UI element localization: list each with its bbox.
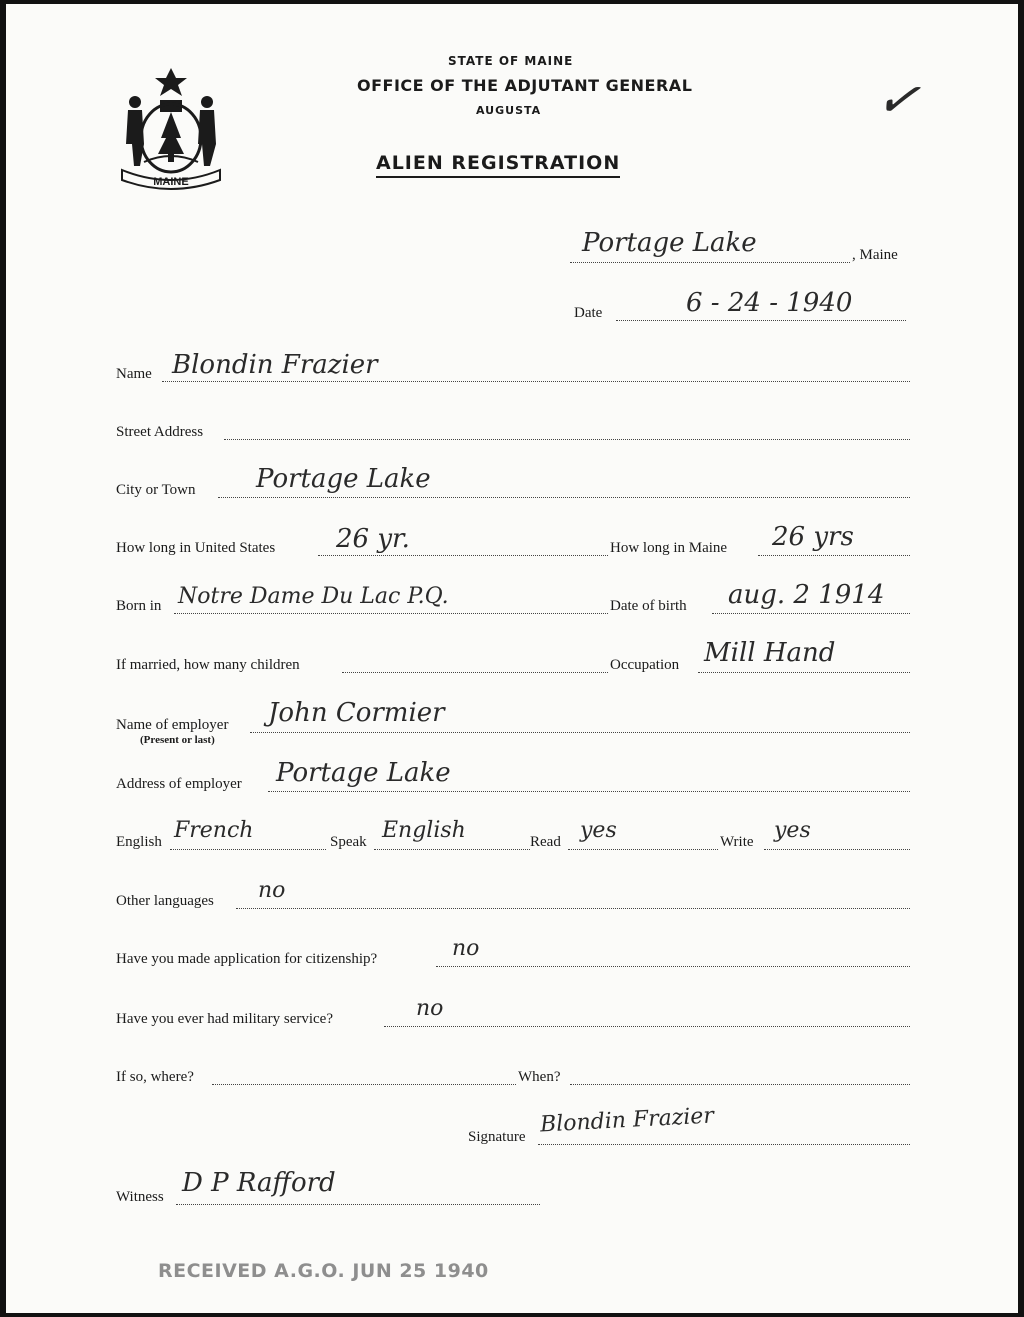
military-label: Have you ever had military service? [116,1011,333,1027]
location-town-value: Portage Lake [582,228,757,258]
header-office: OFFICE OF THE ADJUTANT GENERAL [357,76,693,95]
header-state: STATE OF MAINE [448,54,574,68]
name-value: Blondin Frazier [172,350,378,380]
location-suffix: , Maine [852,247,898,263]
children-label: If married, how many children [116,657,300,673]
maine-seal-icon [116,66,226,191]
seal-text: MAINE [153,176,189,188]
employer-address-value: Portage Lake [276,758,451,788]
employer-label: Name of employer [116,717,229,733]
maine-duration-label: How long in Maine [610,540,728,556]
citizenship-value: no [452,936,480,961]
witness-label: Witness [116,1189,164,1205]
dob-value: aug. 2 1914 [728,580,885,610]
header-city: AUGUSTA [476,104,542,117]
where-label: If so, where? [116,1069,194,1085]
signature-value: Blondin Frazier [539,1103,715,1138]
maine-duration-value: 26 yrs [772,522,854,552]
born-value: Notre Dame Du Lac P.Q. [178,584,449,609]
city-value: Portage Lake [256,464,431,494]
witness-value: D P Rafford [182,1168,336,1198]
registration-form [6,4,1018,1313]
write-label: Write [720,834,754,850]
speak-label: Speak [330,834,367,850]
speak-value: English [382,818,466,843]
dob-label: Date of birth [610,598,687,614]
english-label: English [116,834,162,850]
occupation-value: Mill Hand [704,638,836,668]
read-label: Read [530,834,561,850]
form-title: ALIEN REGISTRATION [376,152,620,178]
occupation-label: Occupation [610,657,680,673]
us-duration-label: How long in United States [116,540,276,556]
city-label: City or Town [116,482,196,498]
name-label: Name [116,366,152,382]
write-value: yes [774,818,811,843]
signature-label: Signature [468,1129,526,1145]
when-label: When? [518,1069,561,1085]
english-value: French [174,818,254,843]
read-value: yes [580,818,617,843]
date-label: Date [574,305,603,321]
us-duration-value: 26 yr. [336,524,410,554]
military-value: no [416,996,444,1021]
check-mark-icon: ✓ [872,67,924,133]
employer-sublabel: (Present or last) [140,734,215,746]
citizenship-label: Have you made application for citizenship? [116,951,378,967]
other-languages-label: Other languages [116,893,214,909]
received-stamp: RECEIVED A.G.O. JUN 25 1940 [158,1260,489,1282]
other-languages-value: no [258,878,286,903]
date-value: 6 - 24 - 1940 [686,288,853,318]
employer-address-label: Address of employer [116,776,242,792]
street-label: Street Address [116,424,204,440]
born-label: Born in [116,598,162,614]
employer-value: John Cormier [268,698,445,728]
